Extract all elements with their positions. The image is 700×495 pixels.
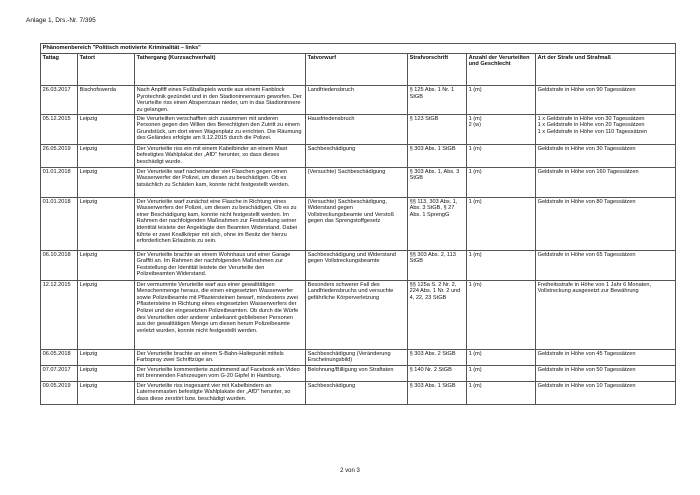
cell-place: Leipzig	[78, 144, 135, 167]
cell-description: Nach Anpfiff eines Fußballspiels wurde aus einem Fanblock Pyrotechnik gezündet und in den Stadioninnenraum geworfen. Der Verurteilte riss einen Absperrzaun nieder, um in das Stadioninnere zu gelangen.	[135, 86, 306, 115]
cell-convicted	[467, 280, 536, 349]
table-row	[41, 197, 676, 250]
cell-convicted-line: 1 (m)	[468, 145, 482, 152]
cell-description: Der Verurteilte riss ein mit einem Kabelbinder an einem Mast befestigtes Wahlplakat der „AfD" herunter, so dass dieses beschädigt wurde.	[135, 144, 306, 167]
cell-sentence-line: Freiheitsstrafe in Höhe von 1 Jahr 6 Monaten, Vollstreckung ausgesetzt zur Bewährung	[537, 281, 652, 295]
cell-convicted-line: 1 (m)	[468, 382, 482, 389]
table-row	[41, 86, 676, 115]
cell-sentence-line: Geldstrafe in Höhe von 65 Tagessätzen	[537, 251, 636, 258]
cell-sentence-line: 1 x Geldstrafe in Höhe von 110 Tagessätzen	[537, 128, 648, 135]
cell-description: Der Verurteilte warf nacheinander vier Flaschen gegen einen Wasserwerfer der Polizei, um diesen zu beschädigen. Ob es tatsächlich zu Schäden kam, konnte nicht festgestellt werden.	[135, 167, 306, 197]
cell-charge: Sachbeschädigung und Widerstand gegen Vollstreckungsbeamte	[306, 250, 408, 280]
table-header-row	[41, 54, 676, 86]
cell-sentence-line: Geldstrafe in Höhe von 50 Tagessätzen	[537, 366, 636, 373]
cell-sentence	[536, 197, 676, 250]
cell-law: § 125 Abs. 1 Nr. 1 StGB	[408, 86, 467, 115]
cell-charge: Belohnung/Billigung von Straftaten	[306, 365, 408, 381]
cell-date: 09.05.2019	[41, 381, 78, 404]
cell-date: 05.12.2015	[41, 114, 78, 144]
cell-convicted-line: 1 (m)	[468, 115, 482, 122]
cell-convicted-line: 1 (m)	[468, 350, 482, 357]
cell-charge: Besonders schwerer Fall des Landfriedensbruchs und versuchte gefährliche Körperverletzung	[306, 280, 408, 349]
cell-law: § 140 Nr. 2 StGB	[408, 365, 467, 381]
cell-date: 26.03.2017	[41, 86, 78, 115]
cell-sentence-line: 1 x Geldstrafe in Höhe von 20 Tagessätzen	[537, 122, 645, 129]
cell-law: § 303 Abs. 1 StGB	[408, 144, 467, 167]
cell-convicted-line: 1 (m)	[468, 251, 482, 258]
cell-sentence-line: Geldstrafe in Höhe von 10 Tagessätzen	[537, 382, 636, 389]
cell-convicted	[467, 197, 536, 250]
column-header-place: Tatort	[78, 54, 135, 86]
cell-place: Bischofswerda	[78, 86, 135, 115]
cell-sentence-line: Geldstrafe in Höhe von 80 Tagessätzen	[537, 198, 636, 205]
cell-sentence	[536, 365, 676, 381]
page-footer: 2 von 3	[340, 468, 360, 474]
cell-charge: Sachbeschädigung	[306, 144, 408, 167]
cell-law: § 123 StGB	[408, 114, 467, 144]
table-row	[41, 250, 676, 280]
cell-law: § 303 Abs. 2 StGB	[408, 349, 467, 365]
conviction-table	[40, 43, 676, 405]
table-row	[41, 280, 676, 349]
cell-description: Der Verurteilte riss insgesamt vier mit Kabelbindern an Laternenmasten befestigte Wahlplakate der „AfD" herunter, so dass diese zerstört bzw. beschädigt wurden.	[135, 381, 306, 404]
cell-convicted	[467, 381, 536, 404]
cell-charge: Sachbeschädigung	[306, 381, 408, 404]
cell-convicted-line: 1 (m)	[468, 366, 482, 373]
column-header-date: Tattag	[41, 54, 78, 86]
cell-date: 07.07.2017	[41, 365, 78, 381]
cell-description: Der Verurteilte kommentierte zustimmend auf Facebook ein Video mit brennenden Fahrzeugen vom G-20 Gipfel in Hamburg.	[135, 365, 306, 381]
cell-charge: (Versuchte) Sachbeschädigung, Widerstand gegen Vollstreckungsbeamte und Verstoß gegen das Sprengstoffgesetz	[306, 197, 408, 250]
cell-date: 06.05.2018	[41, 349, 78, 365]
cell-place: Leipzig	[78, 349, 135, 365]
column-header-law: Strafvorschrift	[408, 54, 467, 86]
cell-convicted-line: 1 (m)	[468, 86, 482, 93]
cell-date: 12.12.2015	[41, 280, 78, 349]
cell-charge: Sachbeschädigung (Veränderung Erscheinungsbild)	[306, 349, 408, 365]
table-row	[41, 349, 676, 365]
cell-place: Leipzig	[78, 280, 135, 349]
table-row	[41, 381, 676, 404]
cell-law: §§ 303 Abs. 2, 113 StGB	[408, 250, 467, 280]
table-title: Phänomenbereich "Politisch motivierte Kriminalität – links"	[41, 44, 676, 54]
column-header-sentence: Art der Strafe und Strafmaß	[536, 54, 676, 86]
cell-charge: Hausfriedensbruch	[306, 114, 408, 144]
cell-convicted	[467, 250, 536, 280]
cell-place: Leipzig	[78, 381, 135, 404]
cell-description: Der vermummte Verurteilte warf aus einer gewalttätigen Menschenmenge heraus, die einen eingesetzten Wasserwerfer sowie Polizeibeamte mit Pflastersteinen bewarf, mindestens zwei Pflastersteine in Richtung eines eingesetzten Wasserwerfers der Polizei und der eingesetzten Polizeibeamten. Ob durch die Würfe des Verurteilten oder anderer unbekannt gebliebener Personen aus der gewalttätigen Menge um diesen herum Polizeibeamte verletzt wurden, konnte nicht festgestellt werden.	[135, 280, 306, 349]
cell-date: 01.01.2018	[41, 167, 78, 197]
cell-convicted	[467, 86, 536, 115]
cell-sentence	[536, 381, 676, 404]
column-header-charge: Tatvorwurf	[306, 54, 408, 86]
cell-law: §§ 125a S. 2 Nr. 2, 224 Abs. 1 Nr. 2 und 4, 22, 23 StGB	[408, 280, 467, 349]
cell-sentence-line: Geldstrafe in Höhe von 160 Tagessätzen	[537, 168, 639, 175]
cell-convicted	[467, 365, 536, 381]
cell-law: § 303 Abs. 1 StGB	[408, 381, 467, 404]
cell-sentence	[536, 250, 676, 280]
cell-sentence	[536, 114, 676, 144]
cell-description: Der Verurteilte warf zunächst eine Flasche in Richtung eines Wasserwerfers der Polizei, um diesen zu beschädigen. Ob es zu einer Beschädigung kam, konnte nicht festgestellt werden. Im Rahmen der nachfolgenden Maßnahmen zur Feststellung seiner Identität leistete der Angeklagte den Beamten Widerstand. Dabei führte er zwei Knallkörper mit sich, ohne im Besitz der hierzu erforderlichen Erlaubnis zu sein.	[135, 197, 306, 250]
cell-sentence	[536, 167, 676, 197]
cell-sentence	[536, 144, 676, 167]
cell-sentence-line: 1 x Geldstrafe in Höhe von 30 Tagessätzen	[537, 115, 645, 122]
cell-place: Leipzig	[78, 114, 135, 144]
table-row	[41, 365, 676, 381]
cell-convicted	[467, 114, 536, 144]
cell-place: Leipzig	[78, 365, 135, 381]
cell-date: 26.05.2019	[41, 144, 78, 167]
cell-place: Leipzig	[78, 197, 135, 250]
column-header-description: Tathergang (Kurzsachverhalt)	[135, 54, 306, 86]
cell-charge: (Versuchte) Sachbeschädigung	[306, 167, 408, 197]
cell-convicted	[467, 349, 536, 365]
cell-place: Leipzig	[78, 250, 135, 280]
cell-sentence-line: Geldstrafe in Höhe von 30 Tagessätzen	[537, 145, 636, 152]
cell-convicted-line: 1 (m)	[468, 168, 482, 175]
cell-date: 06.10.2018	[41, 250, 78, 280]
cell-law: §§ 113, 303 Abs. 1, Abs. 3 StGB, § 27 Abs. 1 SprengG	[408, 197, 467, 250]
cell-sentence	[536, 280, 676, 349]
cell-law: § 303 Abs. 1, Abs. 3 StGB	[408, 167, 467, 197]
cell-convicted-line: 1 (m)	[468, 198, 482, 205]
cell-description: Der Verurteilte brachte an einem Wohnhaus und einer Garage Graffiti an. Im Rahmen der nachfolgenden Maßnahmen zur Feststellung der Identität leistete der Verurteilte den Polizeibeamten Widerstand.	[135, 250, 306, 280]
cell-description: Die Verurteilten verschafften sich zusammen mit anderen Personen gegen den Willen des Berechtigten den Zutritt zu einem Grundstück, um dort einen Wagenplatz zu errichten. Die Räumung des Geländes erfolgte am 9.12.2015 durch die Polizei.	[135, 114, 306, 144]
cell-convicted	[467, 144, 536, 167]
cell-sentence-line: Geldstrafe in Höhe von 45 Tagessätzen	[537, 350, 636, 357]
table-row	[41, 114, 676, 144]
cell-convicted-line: 2 (w)	[468, 122, 482, 129]
cell-place: Leipzig	[78, 167, 135, 197]
table-row	[41, 167, 676, 197]
cell-date: 01.01.2018	[41, 197, 78, 250]
cell-convicted	[467, 167, 536, 197]
cell-charge: Landfriedensbruch	[306, 86, 408, 115]
cell-description: Der Verurteilte brachte an einem S-Bahn-Haltepunkt mittels Farbspray zwei Schriftzüge an.	[135, 349, 306, 365]
cell-sentence	[536, 86, 676, 115]
cell-sentence-line: Geldstrafe in Höhe von 90 Tagessätzen	[537, 86, 636, 93]
cell-convicted-line: 1 (m)	[468, 281, 482, 288]
cell-sentence	[536, 349, 676, 365]
table-row	[41, 144, 676, 167]
column-header-convicted: Anzahl der Verurteilten und Geschlecht	[467, 54, 536, 86]
page-header: Anlage 1, Drs.-Nr. 7/395	[26, 17, 96, 24]
